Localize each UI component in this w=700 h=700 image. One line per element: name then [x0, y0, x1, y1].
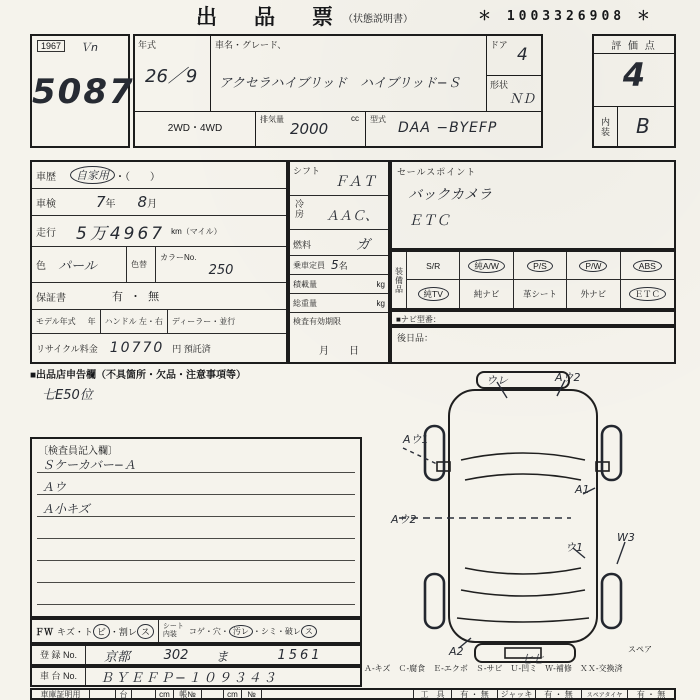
- history-value: 自家用: [70, 166, 115, 184]
- nav-model-row: [390, 310, 676, 326]
- equipment-item-label: 純ナビ: [473, 289, 500, 299]
- score-label: 評 価 点: [611, 41, 657, 52]
- model-year-row: [32, 310, 286, 334]
- seat-items: ・シミ・破レ: [252, 626, 301, 636]
- drive-label: 2WD・4WD: [167, 123, 223, 134]
- color-no-value: 250: [208, 262, 234, 278]
- footer-blank-cell: [262, 690, 414, 698]
- color-no-label: カラーNo.: [160, 252, 197, 262]
- seat-items: コゲ・穴・: [188, 626, 229, 636]
- year-cell: [135, 36, 211, 112]
- equipment-item-label: ABS: [633, 260, 662, 272]
- history-table: [30, 160, 288, 364]
- later-items-box: [390, 326, 676, 364]
- inspection-month: 8: [137, 193, 148, 211]
- date-stamp: 1967: [37, 40, 65, 52]
- shift-row: [290, 162, 388, 196]
- model-year-label: モデル年式: [36, 317, 76, 326]
- spare-tire-label: スペアタイヤ: [582, 690, 628, 698]
- glass-seat-row: [30, 618, 362, 644]
- auction-number: ＊ 1003326908 ＊: [478, 9, 654, 24]
- car-diagram: [393, 368, 653, 664]
- divider: [158, 620, 159, 642]
- diagram-mark: 七七: [521, 653, 543, 666]
- mileage-label: 走行: [36, 227, 56, 239]
- color-row: [32, 247, 286, 283]
- equipment-item-label: 純TV: [418, 287, 449, 301]
- rule-line: [37, 560, 355, 561]
- drive-cell: [135, 112, 255, 146]
- door-label: ドア: [490, 40, 508, 50]
- fw-label: ＦＷ: [35, 626, 54, 637]
- ac-row: [290, 196, 388, 230]
- diagram-mark: A2: [449, 645, 464, 658]
- warranty-label: 保証書: [36, 292, 66, 304]
- rule-line: [37, 494, 355, 495]
- fuel-label: 燃料: [293, 240, 312, 250]
- expiry-label: 検査有効期限: [293, 317, 341, 326]
- lot-box: [30, 34, 135, 148]
- warranty-row: [32, 283, 286, 310]
- fw-circled-item: ス: [137, 624, 154, 639]
- chassis-label: 車 台 No.: [32, 668, 86, 685]
- displacement-unit: cc: [351, 114, 359, 123]
- year-value: 26／9: [145, 66, 198, 87]
- footer-blank-cell: [202, 690, 224, 698]
- damage-legend: Ａ-キズ Ｃ-腐食 Ｅ-エクボ Ｓ-サビ Ｕ-凹ミ Ｗ-補修 ＸＸ-交換済: [364, 664, 623, 673]
- sales-point-line1: バックカメラ: [408, 187, 492, 203]
- equipment-item: [514, 252, 567, 280]
- inspection-row: [32, 189, 286, 216]
- recycle-label: リサイクル料金: [36, 343, 98, 354]
- color-change-label: 色替: [131, 260, 147, 269]
- sales-point-box: [390, 160, 676, 250]
- interior-row: [594, 106, 674, 146]
- equipment-label-cell: [392, 252, 407, 308]
- equipment-item-label: P/W: [579, 260, 607, 272]
- recycle-value: 10770: [109, 340, 165, 356]
- gross-weight-unit: kg: [376, 298, 385, 308]
- interior-value: B: [636, 114, 650, 138]
- footer-blank-cell: [90, 690, 116, 698]
- seat-circled-item: ス: [301, 625, 317, 638]
- model-year-unit: 年: [87, 317, 96, 326]
- history-row: [32, 162, 286, 189]
- history-label: 車歴: [36, 171, 56, 183]
- mileage-value: 5万4967: [76, 223, 166, 244]
- jack-label: ジャッキ: [498, 690, 536, 698]
- nav-model-label: ■ナビ型番：: [396, 315, 441, 324]
- ac-value: ＡＡＣ、: [325, 209, 378, 224]
- displacement-cell: [255, 112, 365, 146]
- equipment-item: [567, 280, 620, 308]
- fw-items: ・割レ: [109, 626, 137, 637]
- diagram-mark: ウレ: [486, 374, 508, 387]
- fuel-row: [290, 230, 388, 256]
- equipment-label: 装備品: [394, 266, 404, 294]
- ac-label: 冷房: [294, 199, 304, 219]
- spare-note-label: スペア: [628, 645, 652, 654]
- rule-line: [37, 582, 355, 583]
- score-value: 4: [622, 56, 646, 94]
- rule-line: [37, 538, 355, 539]
- payload-label: 積載量: [293, 279, 317, 289]
- evaluation-box: [592, 34, 676, 148]
- capacity-label: 乗車定員: [293, 260, 325, 270]
- declaration-note: 七E50位: [42, 388, 93, 403]
- equipment-item: [460, 252, 513, 280]
- garage-label: 車庫証明用: [32, 690, 90, 698]
- equipment-item: [621, 252, 674, 280]
- divider: [126, 247, 127, 282]
- recycle-row: [32, 334, 286, 362]
- chassis-row: [30, 666, 362, 687]
- rule-line: [37, 604, 355, 605]
- seat-label: シート内装: [162, 623, 184, 638]
- footer-cell: cm: [156, 690, 174, 698]
- sheet-title: 出 品 票: [196, 6, 341, 29]
- equipment-item: [460, 280, 513, 308]
- car-name-label: 車名・グレード、: [215, 40, 287, 50]
- mileage-row: [32, 216, 286, 247]
- equipment-item-label: 外ナビ: [580, 289, 607, 299]
- registration-area: 京都: [103, 649, 130, 665]
- chassis-value: ＢＹＥＦＰ−１０９３４３: [100, 671, 278, 686]
- mileage-unit: km（マイル）: [171, 226, 222, 236]
- inspection-month-unit: 月: [147, 198, 158, 210]
- diagram-mark: W3: [617, 531, 635, 544]
- equipment-item: [407, 252, 460, 280]
- diagram-mark: Aウ2: [555, 371, 581, 384]
- equipment-item: [621, 280, 674, 308]
- inspection-year-unit: 年: [105, 198, 116, 210]
- lot-number: 5087: [32, 72, 135, 112]
- expiry-value: 月 日: [319, 346, 359, 357]
- expiry-row: [290, 313, 388, 362]
- inspector-box: [30, 437, 362, 618]
- footer-strip: [30, 688, 676, 700]
- model-code-cell: [365, 112, 541, 146]
- capacity-row: [290, 256, 388, 275]
- year-label: 年式: [138, 40, 157, 50]
- registration-row: [30, 644, 362, 666]
- diagram-mark: Aウ2: [391, 513, 417, 526]
- warranty-value: 有 ・ 無: [112, 291, 162, 303]
- diagram-mark: A1: [575, 483, 590, 496]
- footer-blank-cell: [132, 690, 156, 698]
- registration-number: 1561: [277, 647, 323, 663]
- equipment-grid: [407, 252, 674, 308]
- spec-table: [288, 160, 390, 364]
- sheet-subtitle: （状態説明書）: [343, 14, 413, 25]
- equipment-item-label: ＥＴＣ: [629, 287, 667, 301]
- stamp-note: Ｖn: [80, 41, 98, 54]
- equipment-item-label: S/R: [426, 260, 441, 271]
- fuel-value: ガ: [356, 237, 370, 253]
- dealer-label: ディーラー・並行: [171, 317, 236, 326]
- color-label: 色: [36, 261, 46, 272]
- door-value: 4: [517, 45, 528, 65]
- footer-cell: cm: [224, 690, 242, 698]
- equipment-item: [514, 280, 567, 308]
- car-name-value: アクセラハイブリッド ハイブリッド−Ｓ: [219, 76, 461, 91]
- color-value: パール: [58, 259, 97, 274]
- inspection-year: 7: [96, 193, 106, 211]
- model-code-value: DAA −BYEFP: [398, 120, 498, 136]
- car-name-cell: [211, 36, 487, 112]
- handle-label: ハンドル 左・右: [104, 317, 163, 326]
- interior-label-cell: [594, 107, 618, 146]
- recycle-unit: 円 預託済: [172, 343, 211, 354]
- equipment-item: [567, 252, 620, 280]
- displacement-value: 2000: [290, 120, 329, 138]
- interior-label: 内装: [600, 116, 610, 137]
- equipment-item-label: 純A/W: [468, 259, 505, 273]
- payload-unit: kg: [376, 279, 385, 289]
- capacity-value: 5: [331, 258, 339, 272]
- shape-cell: [487, 76, 541, 112]
- history-suffix: ・（ ）: [115, 171, 160, 183]
- score-header: [594, 36, 674, 54]
- equipment-item-label: 革シート: [522, 289, 557, 299]
- model-code-label: 型式: [370, 115, 386, 124]
- sales-point-line2: ＥＴＣ: [408, 213, 450, 229]
- capacity-unit: 名: [338, 260, 348, 271]
- shift-label: シフト: [293, 166, 321, 176]
- equipment-item-label: P/S: [527, 260, 553, 272]
- door-cell: [487, 36, 541, 76]
- gross-weight-row: [290, 294, 388, 313]
- diagram-mark: Aウ1: [403, 433, 429, 446]
- divider: [155, 247, 156, 282]
- displacement-label: 排気量: [260, 115, 284, 124]
- registration-class: 302: [163, 647, 189, 663]
- tools-label: 工 具: [414, 690, 452, 698]
- vehicle-info-table: [133, 34, 543, 148]
- declaration-title: ■出品店申告欄（不具箇所・欠品・注意事項等）: [30, 370, 247, 381]
- divider: [167, 310, 168, 333]
- inspector-title: 〔検査員記入欄〕: [38, 446, 118, 457]
- inspection-label: 車検: [36, 198, 56, 210]
- shift-value: ＦＡＴ: [334, 174, 376, 190]
- payload-row: [290, 275, 388, 294]
- gross-weight-label: 総重量: [293, 298, 317, 308]
- registration-kana: ま: [215, 649, 229, 665]
- footer-cell: 帳№: [174, 690, 202, 698]
- jack-value: 有 ・ 無: [536, 690, 582, 698]
- seat-circled-item: 汚レ: [229, 625, 253, 638]
- later-items-label: 後日品：: [397, 333, 434, 343]
- equipment-box: [390, 250, 676, 310]
- registration-label: 登 録 No.: [32, 646, 86, 664]
- shape-label: 形状: [490, 80, 509, 90]
- inspector-note: Ａ小キズ: [42, 502, 90, 516]
- fw-items: キズ・ト: [57, 626, 93, 637]
- spare-tire-value: 有 ・ 無: [636, 689, 666, 699]
- inspector-note: Ｓケーカバー−Ａ: [42, 458, 136, 472]
- equipment-item: [407, 280, 460, 308]
- diagram-mark: ウ1: [565, 541, 583, 554]
- tools-value: 有 ・ 無: [452, 690, 498, 698]
- fw-circled-item: ビ: [93, 624, 110, 639]
- footer-cell: 台: [116, 690, 132, 698]
- footer-cell: №: [242, 690, 262, 698]
- inspector-note: Ａウ: [42, 480, 67, 494]
- shape-value: ＮＤ: [509, 92, 536, 107]
- divider: [100, 310, 101, 333]
- color-no-cell: [160, 252, 282, 278]
- sales-point-header: セールスポイント: [397, 167, 477, 177]
